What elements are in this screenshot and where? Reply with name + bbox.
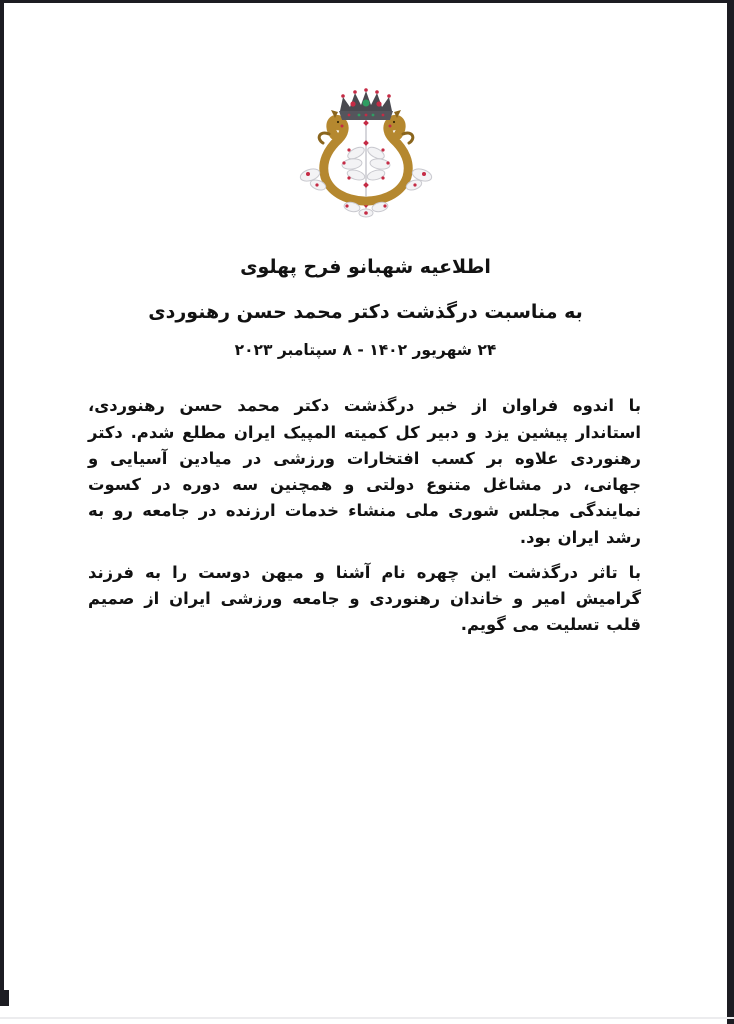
announcement-content xyxy=(4,255,727,639)
announcement-title: اطلاعیه شهبانو فرح پهلوی xyxy=(240,256,491,278)
crown xyxy=(339,88,393,120)
announcement-subtitle: به مناسبت درگذشت دکتر محمد حسن رهنوردی xyxy=(148,300,583,323)
document-page xyxy=(4,3,727,1024)
photo-edge-bottom xyxy=(0,1017,734,1019)
pahlavi-crest-icon xyxy=(291,85,441,219)
body-paragraph: با اندوه فراوان از خبر درگذشت دکتر محمد حسن رهنوردی، استاندار پیشین یزد و دبیر کل کمیته المپیک ایران مطلع شدم. دکتر رهنوردی علاوه بر کسب افتخارات ورزشی در میادین آسیایی و جهانی، در مشاغل متنوع دولتی و همچنین سه دوره در کسوت نمایندگی مجلس شوری ملی منشاء خدمات ارزنده در جامعه رو به رشد ایران بود. xyxy=(88,396,641,547)
date-line: ۲۴ شهریور ۱۴۰۲ - ۸ سپتامبر ۲۰۲۳ xyxy=(234,341,497,360)
body-paragraph: با تاثر درگذشت این چهره نام آشنا و میهن دوست را به فرزند گرامیش امیر و خاندان رهنوردی و جامعه ورزشی ایران از صمیم قلب تسلیت می گویم. xyxy=(88,562,641,635)
photo-edge-corner xyxy=(0,990,9,1006)
photo-edge-right xyxy=(727,0,734,1024)
photo-edge-top xyxy=(0,0,734,3)
photo-edge-left xyxy=(0,0,4,1006)
announcement-body xyxy=(88,393,641,638)
royal-crest-emblem xyxy=(291,85,441,219)
